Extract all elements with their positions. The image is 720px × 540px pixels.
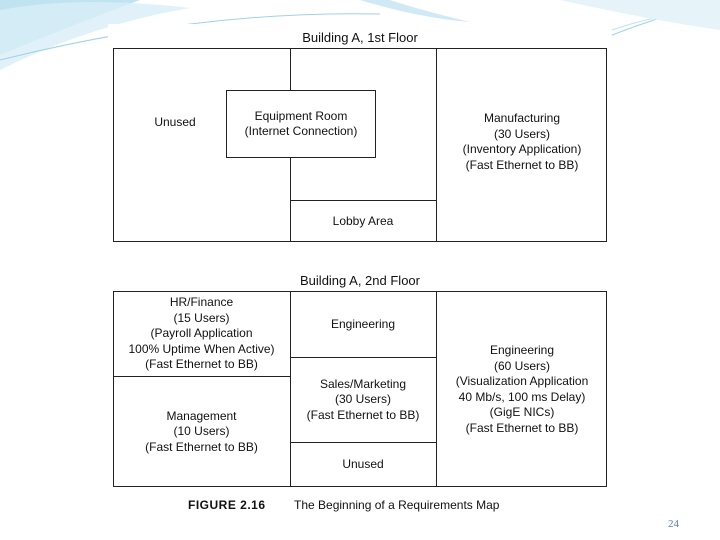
- floor2-title: Building A, 2nd Floor: [300, 273, 420, 288]
- lobby-area: Lobby Area: [332, 213, 394, 228]
- engineering-large-area: Engineering (60 Users) (Visualization Application 40 Mb/s, 100 ms Delay) (GigE NICs) (Fast Ethernet to BB): [455, 343, 589, 435]
- hr-finance-area: HR/Finance (15 Users) (Payroll Application 100% Uptime When Active) (Fast Ethernet to BB): [128, 295, 275, 372]
- manufacturing-area: Manufacturing (30 Users) (Inventory Application) (Fast Ethernet to BB): [462, 111, 582, 172]
- engineering-small-area: Engineering: [330, 316, 396, 331]
- sales-marketing-area: Sales/Marketing (30 Users) (Fast Ethernet to BB): [306, 376, 420, 422]
- floor1-title: Building A, 1st Floor: [302, 30, 418, 45]
- figure-caption-text: The Beginning of a Requirements Map: [294, 498, 500, 512]
- equipment-room-label: Equipment Room (Internet Connection): [244, 108, 358, 138]
- figure-caption-label: FIGURE 2.16: [188, 498, 266, 512]
- floor1-unused-area: Unused: [154, 115, 196, 130]
- management-area: Management (10 Users) (Fast Ethernet to BB): [145, 408, 258, 454]
- page-number: 24: [668, 518, 679, 530]
- requirements-map-figure: [108, 24, 612, 516]
- floor2-unused-area: Unused: [342, 457, 384, 472]
